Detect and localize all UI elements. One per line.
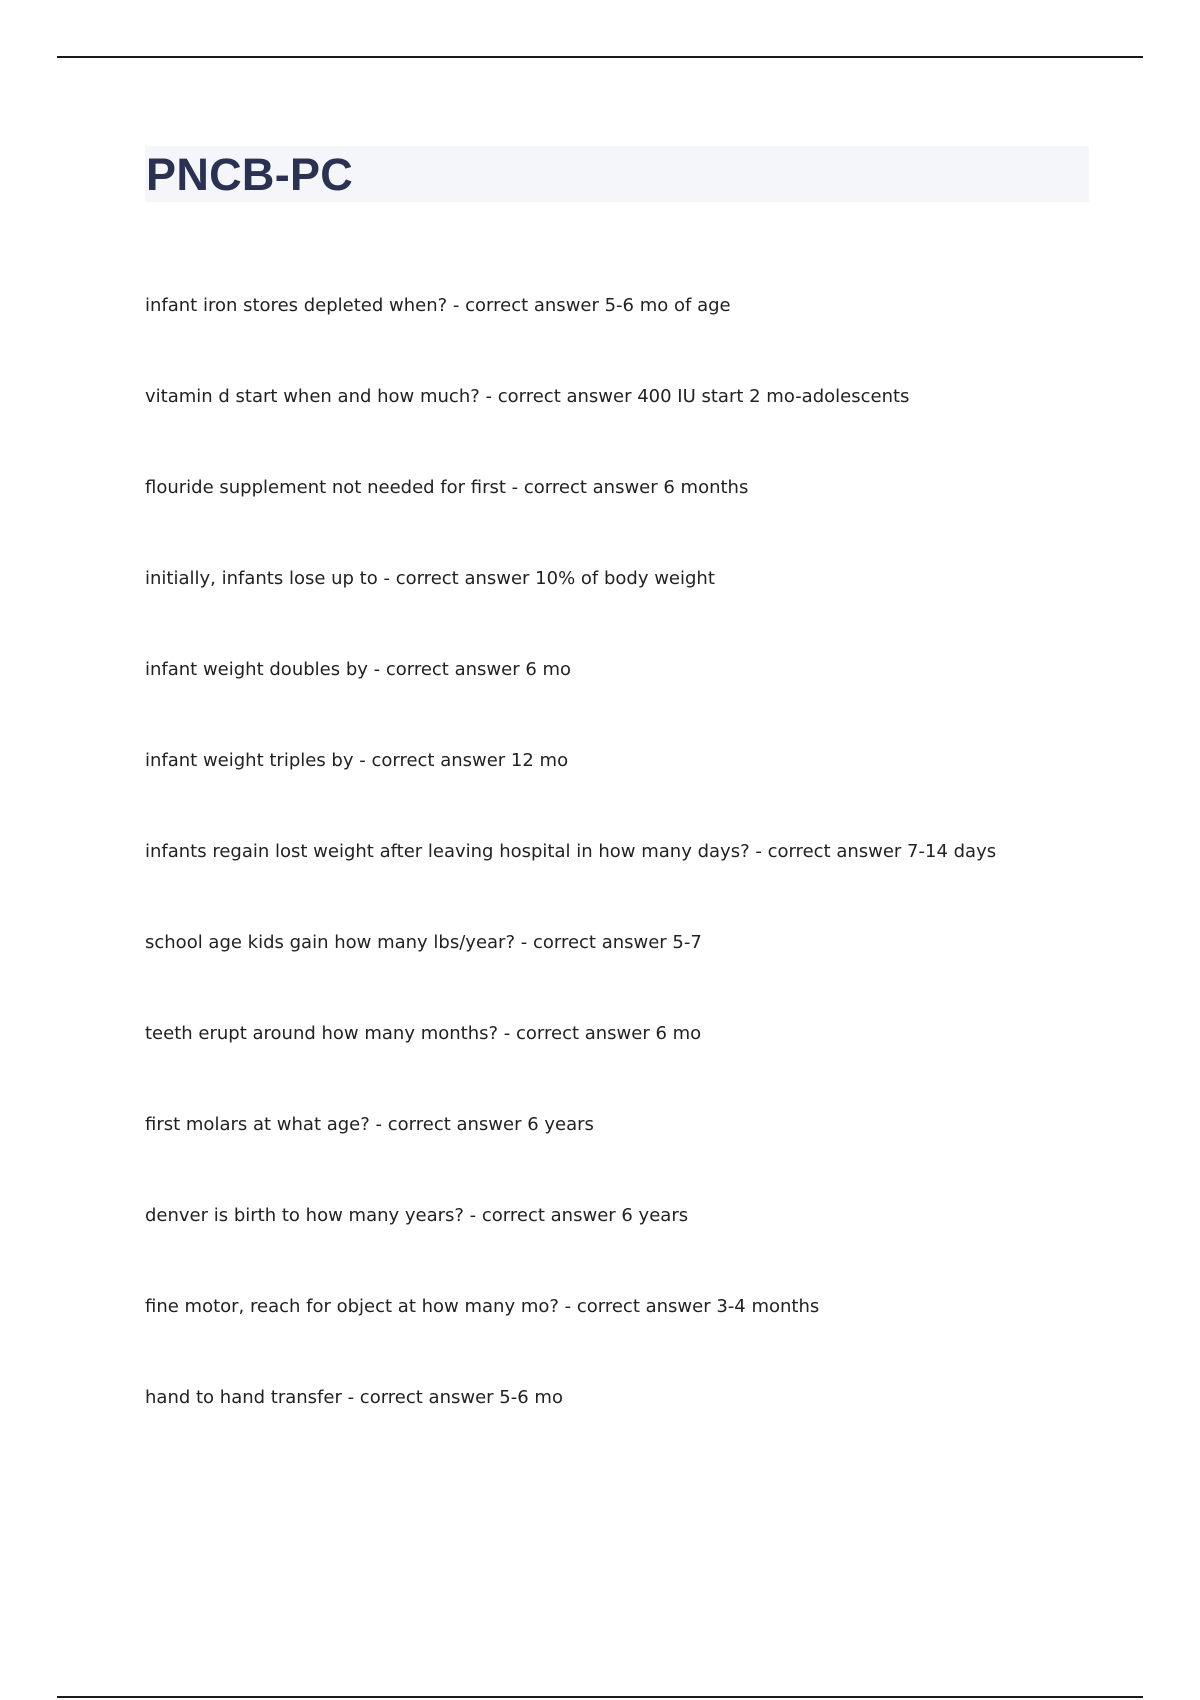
qa-item: infant weight triples by - correct answer 12 mo	[145, 750, 569, 771]
top-rule	[57, 56, 1143, 58]
qa-item: infant weight doubles by - correct answer 6 mo	[145, 659, 572, 680]
title-band	[145, 146, 1089, 202]
qa-item: denver is birth to how many years? - correct answer 6 years	[145, 1205, 689, 1226]
qa-item: initially, infants lose up to - correct answer 10% of body weight	[145, 568, 715, 589]
qa-list	[145, 294, 1105, 1477]
qa-item: infant iron stores depleted when? - correct answer 5-6 mo of age	[145, 295, 731, 316]
qa-item: flouride supplement not needed for first - correct answer 6 months	[145, 477, 749, 498]
qa-item: vitamin d start when and how much? - correct answer 400 IU start 2 mo-adolescents	[145, 386, 910, 407]
qa-item: school age kids gain how many lbs/year? - correct answer 5-7	[145, 932, 702, 953]
qa-item: teeth erupt around how many months? - correct answer 6 mo	[145, 1023, 702, 1044]
qa-item: fine motor, reach for object at how many mo? - correct answer 3-4 months	[145, 1296, 820, 1317]
qa-item: hand to hand transfer - correct answer 5-6 mo	[145, 1387, 563, 1408]
document-title: PNCB-PC	[146, 148, 354, 200]
qa-item: first molars at what age? - correct answer 6 years	[145, 1114, 594, 1135]
qa-item: infants regain lost weight after leaving hospital in how many days? - correct answer 7-14 days	[145, 841, 997, 862]
bottom-rule	[57, 1696, 1143, 1698]
